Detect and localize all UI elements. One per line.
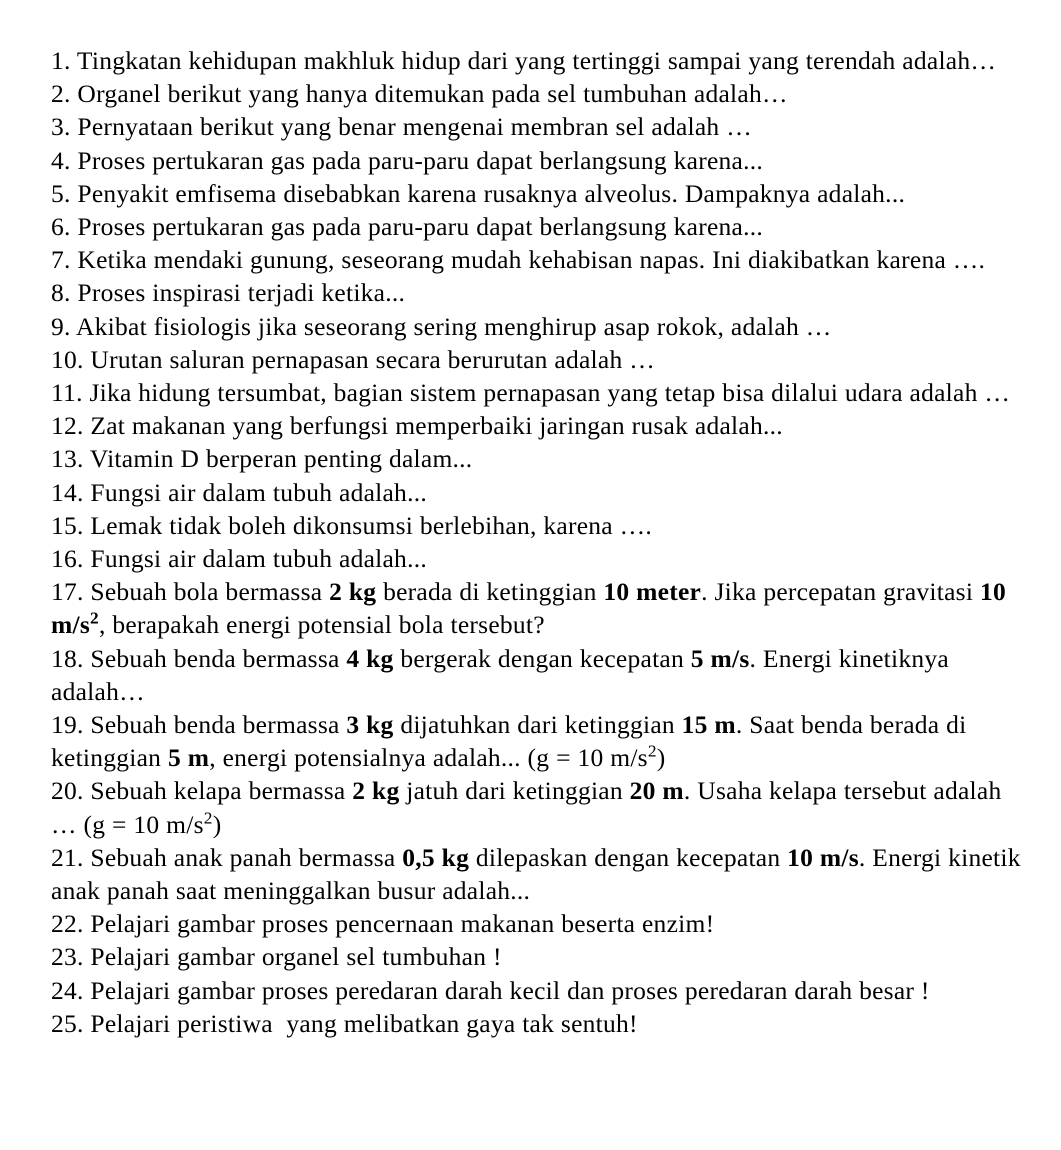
question-item: 15. Lemak tidak boleh dikonsumsi berlebihan, karena ….: [51, 510, 653, 540]
question-item: 25. Pelajari peristiwa yang melibatkan gaya tak sentuh!: [51, 1008, 638, 1038]
question-item: 20. Sebuah kelapa bermassa 2 kg jatuh dari ketinggian 20 m. Usaha kelapa tersebut adalah … (g = 10 $m/s^2$): [51, 776, 1009, 839]
question-item: 4. Proses pertukaran gas pada paru-paru dapat berlangsung karena...: [51, 145, 764, 175]
question-item: 17. Sebuah bola bermassa 2 kg berada di ketinggian 10 meter. Jika percepatan gravitasi 10 $m/s^2$, berapakah energi potensial bola tersebut?: [51, 577, 1013, 640]
question-item: 6. Proses pertukaran gas pada paru-paru dapat berlangsung karena...: [51, 212, 764, 242]
question-item: 16. Fungsi air dalam tubuh adalah...: [51, 544, 427, 574]
question-item: 3. Pernyataan berikut yang benar mengenai membran sel adalah …: [51, 112, 752, 142]
question-item: 18. Sebuah benda bermassa 4 kg bergerak dengan kecepatan 5 m/s. Energi kinetiknya adalah…: [51, 643, 956, 706]
question-item: 19. Sebuah benda bermassa 3 kg dijatuhkan dari ketinggian 15 m. Saat benda berada di ketinggian 5 m, energi potensialnya adalah... (g = 10 $m/s^2$): [51, 710, 974, 773]
question-item: 5. Penyakit emfisema disebabkan karena rusaknya alveolus. Dampaknya adalah...: [51, 178, 906, 208]
question-item: 22. Pelajari gambar proses pencernaan makanan beserta enzim!: [51, 909, 715, 939]
question-item: 24. Pelajari gambar proses peredaran darah kecil dan proses peredaran darah besar !: [51, 975, 930, 1005]
question-item: 23. Pelajari gambar organel sel tumbuhan !: [51, 942, 502, 972]
question-item: 11. Jika hidung tersumbat, bagian sistem pernapasan yang tetap bisa dilalui udara adalah …: [51, 378, 1011, 408]
question-item: 2. Organel berikut yang hanya ditemukan pada sel tumbuhan adalah…: [51, 79, 788, 109]
question-item: 21. Sebuah anak panah bermassa 0,5 kg dilepaskan dengan kecepatan 10 m/s. Energi kinetik anak panah saat meninggalkan busur adalah...: [51, 842, 1028, 906]
question-item: 14. Fungsi air dalam tubuh adalah...: [51, 477, 427, 507]
question-item: 12. Zat makanan yang berfungsi memperbaiki jaringan rusak adalah...: [51, 411, 783, 441]
question-item: 10. Urutan saluran pernapasan secara berurutan adalah …: [51, 344, 655, 374]
question-item: 1. Tingkatan kehidupan makhluk hidup dari yang tertinggi sampai yang terendah adalah…: [51, 46, 997, 75]
question-list: [51, 44, 1028, 1040]
question-item: 9. Akibat fisiologis jika seseorang sering menghirup asap rokok, adalah …: [51, 311, 832, 341]
question-item: 8. Proses inspirasi terjadi ketika...: [51, 278, 406, 308]
question-item: 13. Vitamin D berperan penting dalam...: [51, 444, 473, 474]
question-item: 7. Ketika mendaki gunung, seseorang mudah kehabisan napas. Ini diakibatkan karena ….: [51, 245, 986, 275]
